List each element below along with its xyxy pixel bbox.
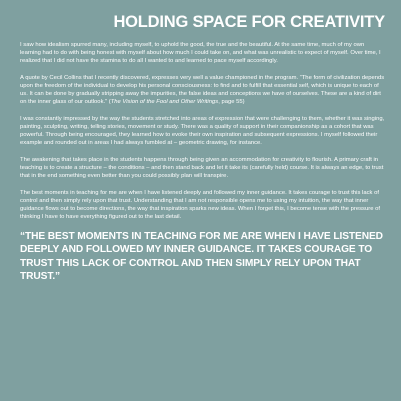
paragraph-best-moments: The best moments in teaching for me are when I have listened deeply and followed my inner guidance. It takes courage to trust this lack of control and then simply rely upon that trust. Understanding that I am not responsible opens me to using my intuition, the way that inner guidance flows out to become directions, the way that inspiration sparks new ideas. When I forget this, I become tense with the pressure of thinking I have to have everything figured out to the last detail.	[20, 189, 380, 220]
pull-quote: “THE BEST MOMENTS IN TEACHING FOR ME ARE WHEN I HAVE LISTENED DEEPLY AND FOLLOWED MY INNER GUIDANCE. IT TAKES COURAGE TO TRUST THIS LACK OF CONTROL AND THEN SIMPLY RELY UPON THAT TRUST.”	[20, 230, 383, 283]
page-reference: , page 55)	[218, 99, 245, 106]
book-title: The Vision of the Fool and Other Writings	[110, 99, 219, 106]
article-body	[20, 41, 385, 221]
article-title: HOLDING SPACE FOR CREATIVITY	[113, 13, 385, 31]
paragraph-awakening: The awakening that takes place in the students happens through being given an accommodation for creativity to flourish. A primary craft in teaching is to create a structure – the conditions – and then stand back and let it take its (carefully held) course. It is always an edge, to trust that in the end something even better than you could possibly plan will transpire.	[20, 156, 384, 179]
paragraph-students: I was constantly impressed by the way the students stretched into areas of expression that were challenging to them, whether it was singing, painting, sculpting, writing, telling stories, movement or study. There was a quality of support in their companionship as a cohort that was powerful. Through being encouraged, they learned how to evoke their own inspiration and subsequent expressions. I myself followed their example and rounded out in areas I had always fumbled at – geometric drawing, for instance.	[20, 115, 385, 147]
paragraph-idealism: I saw how idealism spurred many, including myself, to uphold the good, the true and the beautiful. At the same time, much of my own learning had to do with being honest with myself about how much I could take on, and what was unrealistic to expect of myself. Over time, I realized that I did not have the stamina to do all I wanted to and learned to pace myself accordingly.	[20, 42, 381, 65]
collins-quote-text: A quote by Cecil Collins that I recently discovered, expresses very well a value championed in the program. “The form of civilization depends upon the freedom of the individual to develop his personal consciousness: to find and to fulfill that essential self, which is unique to each of us. It can be done by gradually stripping away the impurities, the false ideas and conceptions we have of ourselves. These are a kind of dirt on the inner glass of our outlook.” (	[20, 74, 385, 106]
paragraph-collins-quote	[20, 74, 385, 106]
